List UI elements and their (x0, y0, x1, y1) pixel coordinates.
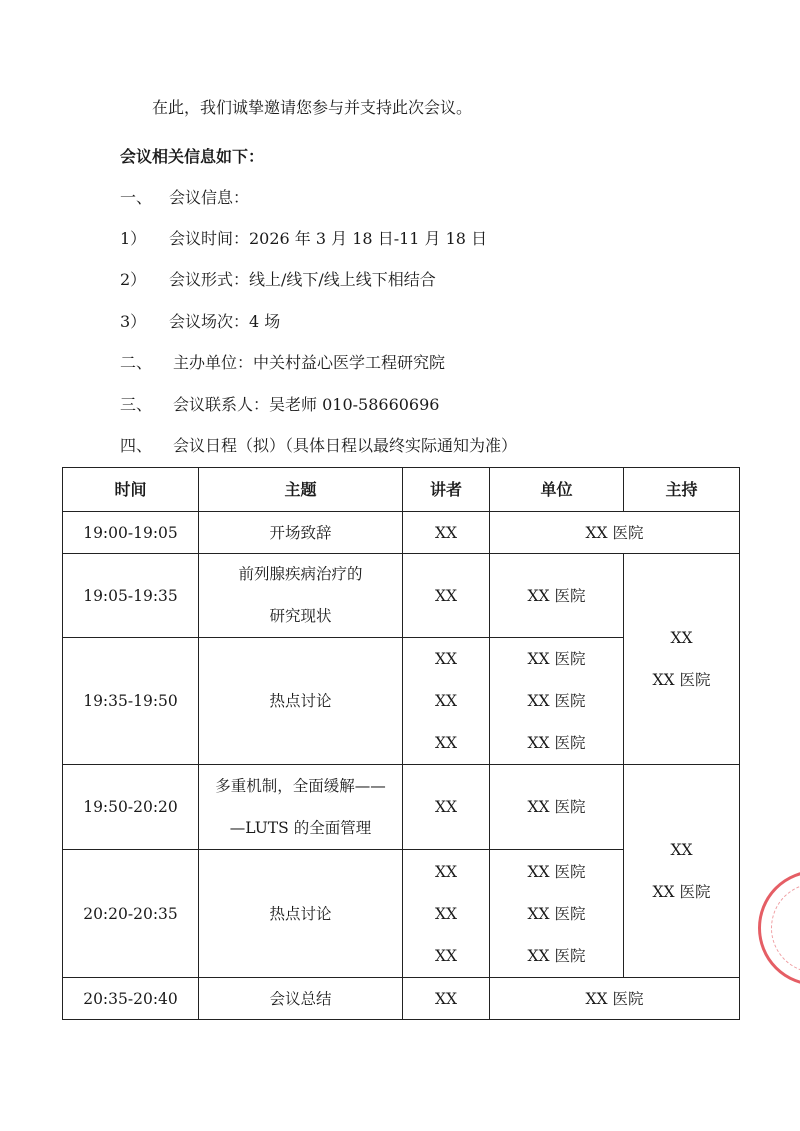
row2-topic (199, 554, 403, 638)
table-row (63, 978, 740, 1020)
row5-topic: 热点讨论 (199, 850, 403, 978)
table-row (63, 512, 740, 554)
header-host: 主持 (624, 468, 740, 512)
row2-unit: XX 医院 (490, 554, 624, 638)
row3-unit-2: XX 医院 (527, 692, 586, 710)
host2-unit: XX 医院 (652, 883, 711, 901)
row5-speaker-3: XX (434, 946, 458, 965)
item-1-text: 会议时间：2026 年 3 月 18 日-11 月 18 日 (169, 229, 488, 248)
row4-time: 19:50-20:20 (63, 765, 199, 850)
row2-topic-line2: 研究现状 (269, 607, 332, 625)
section-2-text: 主办单位：中关村益心医学工程研究院 (173, 353, 446, 372)
row5-time: 20:20-20:35 (63, 850, 199, 978)
row3-units (490, 638, 624, 765)
row2-speaker: XX (403, 554, 490, 638)
section-2-num: 二、 (120, 353, 153, 372)
row4-unit: XX 医院 (490, 765, 624, 850)
row5-speakers (403, 850, 490, 978)
info-heading: 会议相关信息如下： (120, 147, 265, 166)
row5-speaker-1: XX (434, 862, 458, 881)
host1-unit: XX 医院 (652, 671, 711, 689)
section-3-num: 三、 (120, 395, 153, 414)
row6-speaker: XX (403, 978, 490, 1020)
row1-unit: XX 医院 (490, 512, 740, 554)
row3-topic: 热点讨论 (199, 638, 403, 765)
row4-topic-line2: —LUTS 的全面管理 (229, 818, 372, 837)
row4-topic (199, 765, 403, 850)
header-time: 时间 (63, 468, 199, 512)
row2-topic-line1: 前列腺疾病治疗的 (238, 565, 363, 583)
row6-time: 20:35-20:40 (63, 978, 199, 1020)
row5-units (490, 850, 624, 978)
host2-name: XX (670, 841, 693, 859)
host-cell-1 (624, 554, 740, 765)
row3-unit-3: XX 医院 (527, 734, 586, 752)
row2-time: 19:05-19:35 (63, 554, 199, 638)
item-1-num: 1） (120, 229, 147, 248)
row4-speaker: XX (403, 765, 490, 850)
item-3-num: 3） (120, 312, 147, 331)
row5-unit-2: XX 医院 (527, 904, 586, 923)
row1-topic: 开场致辞 (199, 512, 403, 554)
row3-speaker-1: XX (434, 650, 458, 668)
item-2-text: 会议形式：线上/线下/线上线下相结合 (169, 270, 436, 289)
section-3-text: 会议联系人：吴老师 010-58660696 (173, 395, 440, 414)
header-speaker: 讲者 (403, 468, 490, 512)
row5-unit-3: XX 医院 (527, 946, 586, 965)
section-1-title: 会议信息： (169, 188, 250, 207)
header-topic: 主题 (199, 468, 403, 512)
row3-unit-1: XX 医院 (527, 650, 586, 668)
intro-paragraph: 在此，我们诚挚邀请您参与并支持此次会议。 (152, 98, 473, 117)
red-seal-stamp (758, 870, 800, 986)
item-2-num: 2） (120, 270, 147, 289)
section-1-num: 一、 (120, 188, 153, 207)
row3-speaker-2: XX (434, 692, 458, 710)
table-header-row (63, 468, 740, 512)
table-row (63, 554, 740, 638)
row3-time: 19:35-19:50 (63, 638, 199, 765)
item-3-text: 会议场次：4 场 (169, 312, 281, 331)
section-4-num: 四、 (120, 436, 153, 455)
row1-speaker: XX (403, 512, 490, 554)
header-unit: 单位 (490, 468, 624, 512)
table-row (63, 765, 740, 850)
row3-speakers (403, 638, 490, 765)
host1-name: XX (670, 629, 693, 647)
row5-speaker-2: XX (434, 904, 458, 923)
host-cell-2 (624, 765, 740, 978)
row3-speaker-3: XX (434, 734, 458, 752)
seal-inner-ring (771, 883, 800, 973)
row5-unit-1: XX 医院 (527, 862, 586, 881)
row4-topic-line1: 多重机制，全面缓解—— (215, 776, 386, 795)
row6-unit: XX 医院 (490, 978, 740, 1020)
schedule-table (62, 467, 740, 1020)
section-4-text: 会议日程（拟）（具体日程以最终实际通知为准） (173, 436, 518, 455)
row6-topic: 会议总结 (199, 978, 403, 1020)
row1-time: 19:00-19:05 (63, 512, 199, 554)
